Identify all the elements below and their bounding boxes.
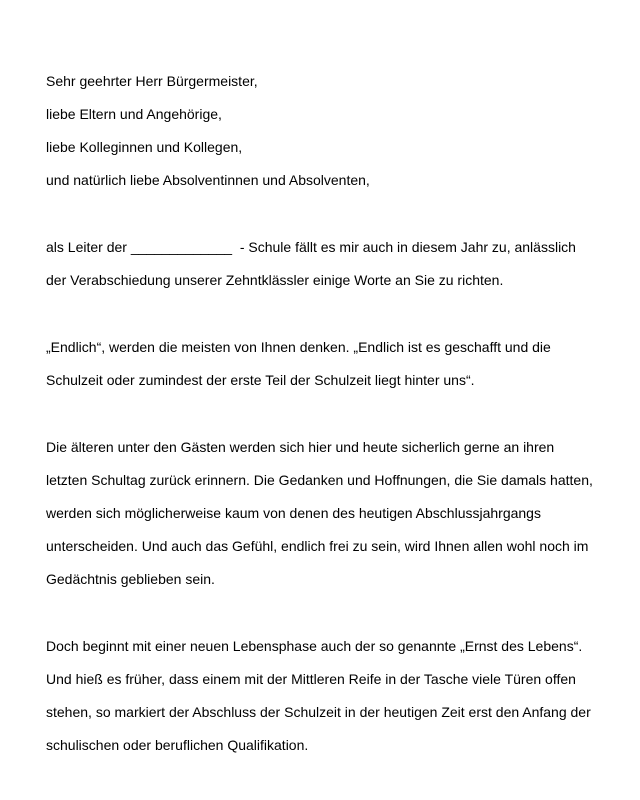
text-line: letzten Schultag zurück erinnern. Die Gedanken und Hoffnungen, die Sie damals hatten, <box>46 472 593 488</box>
paragraph-ernst <box>46 630 630 762</box>
text-line: Und hieß es früher, dass einem mit der Mittleren Reife in der Tasche viele Türen offen <box>46 671 576 687</box>
text-line: der Verabschiedung unserer Zehntklässler einige Worte an Sie zu richten. <box>46 272 504 288</box>
text-line: Die älteren unter den Gästen werden sich hier und heute sicherlich gerne an ihren <box>46 439 555 455</box>
text-line: schulischen oder beruflichen Qualifikation. <box>46 737 309 753</box>
text-line: stehen, so markiert der Abschluss der Schulzeit in der heutigen Zeit erst den Anfang der <box>46 704 591 720</box>
text-line: Gedächtnis geblieben sein. <box>46 571 215 587</box>
text-line: und natürlich liebe Absolventinnen und Absolventen, <box>46 172 370 188</box>
paragraph-intro <box>46 231 630 297</box>
document-page <box>46 65 630 796</box>
text-line: als Leiter der _____________ - Schule fällt es mir auch in diesem Jahr zu, anlässlich <box>46 239 576 255</box>
text-line: Sehr geehrter Herr Bürgermeister, <box>46 73 258 89</box>
text-line: unterscheiden. Und auch das Gefühl, endlich frei zu sein, wird Ihnen allen wohl noch im <box>46 538 589 554</box>
paragraph-endlich <box>46 331 630 397</box>
text-line: liebe Kolleginnen und Kollegen, <box>46 139 243 155</box>
text-line: „Endlich“, werden die meisten von Ihnen denken. „Endlich ist es geschafft und die <box>46 339 551 355</box>
paragraph-memories <box>46 431 630 596</box>
text-line: liebe Eltern und Angehörige, <box>46 106 222 122</box>
salutation <box>46 65 630 197</box>
text-line: werden sich möglicherweise kaum von denen des heutigen Abschlussjahrgangs <box>46 505 541 521</box>
text-line: Schulzeit oder zumindest der erste Teil der Schulzeit liegt hinter uns“. <box>46 372 475 388</box>
text-line: Doch beginnt mit einer neuen Lebensphase auch der so genannte „Ernst des Lebens“. <box>46 638 583 654</box>
